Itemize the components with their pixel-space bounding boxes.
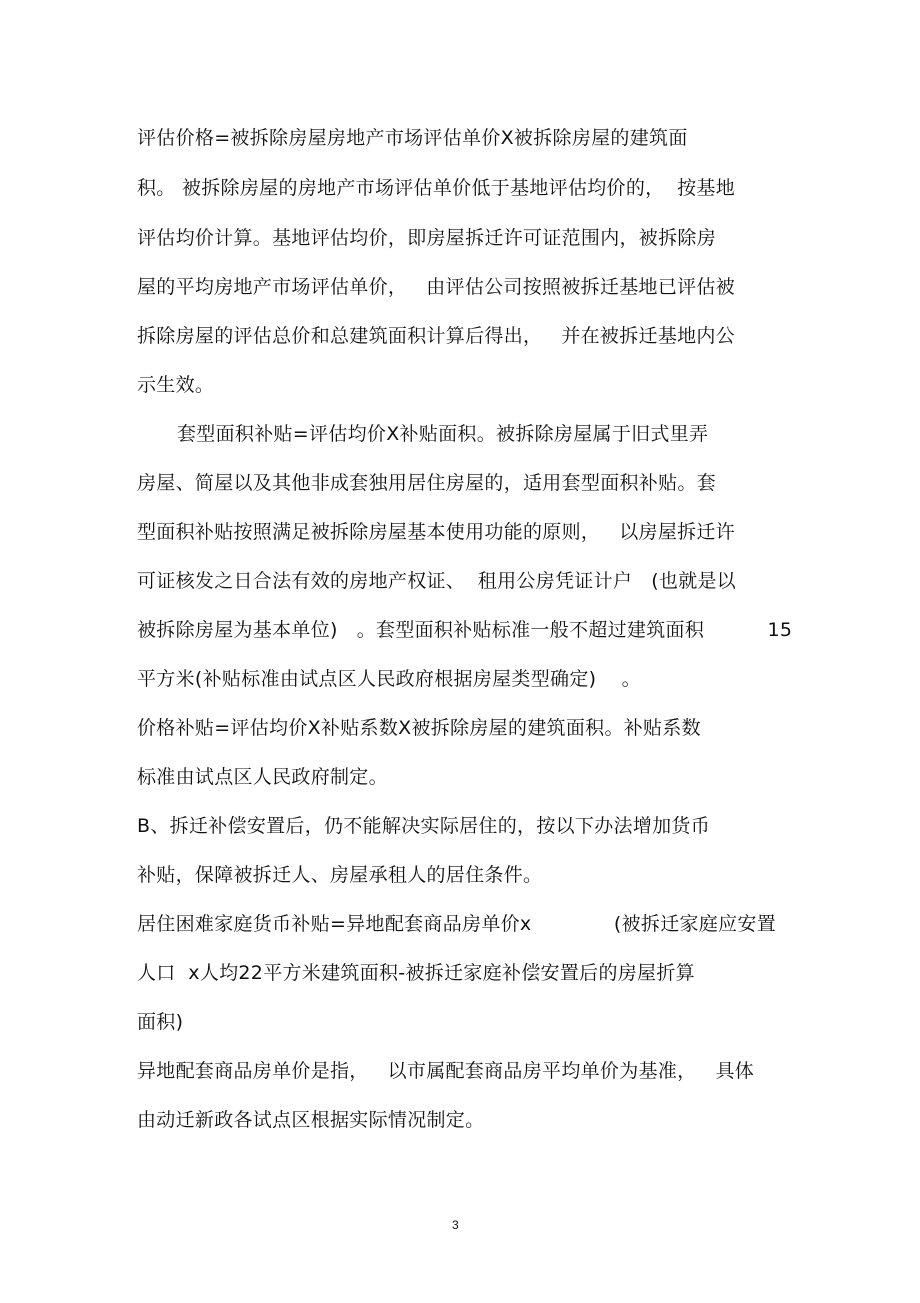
text-line: 面积) <box>137 1011 184 1033</box>
text-line: 被拆除房屋为基本单位) 。套型面积补贴标准一般不超过建筑面积 15 <box>137 619 793 641</box>
page-number: 3 <box>452 1218 459 1232</box>
text-line: 积。 被拆除房屋的房地产市场评估单价低于基地评估均价的， 按基地 <box>137 177 736 199</box>
text-line: 屋的平均房地产市场评估单价， 由评估公司按照被拆迁基地已评估被 <box>137 276 736 298</box>
text-line: 评估价格=被拆除房屋房地产市场评估单价X被拆除房屋的建筑面 <box>137 127 688 149</box>
text-line: 拆除房屋的评估总价和总建筑面积计算后得出， 并在被拆迁基地内公 <box>137 325 736 347</box>
text-line: 套型面积补贴=评估均价X补贴面积。被拆除房屋属于旧式里弄 <box>177 423 709 445</box>
text-line: 示生效。 <box>137 374 215 396</box>
text-line: 异地配套商品房单价是指， 以市属配套商品房平均单价为基准， 具体 <box>137 1060 755 1082</box>
text-line: 价格补贴=评估均价X补贴系数X被拆除房屋的建筑面积。补贴系数 <box>137 717 701 739</box>
text-line: 平方米(补贴标准由试点区人民政府根据房屋类型确定) 。 <box>137 668 641 690</box>
text-line: 由动迁新政各试点区根据实际情况制定。 <box>137 1109 485 1131</box>
text-line: 评估均价计算。基地评估均价，即房屋拆迁许可证范围内，被拆除房 <box>137 227 717 249</box>
text-line: 人口 x人均22平方米建筑面积-被拆迁家庭补偿安置后的房屋折算 <box>137 962 695 984</box>
text-line: 标准由试点区人民政府制定。 <box>137 766 388 788</box>
text-line: B、拆迁补偿安置后，仍不能解决实际居住的，按以下办法增加货币 <box>137 815 711 837</box>
text-line: 居住困难家庭货币补贴=异地配套商品房单价x (被拆迁家庭应安置 <box>137 913 776 935</box>
text-line: 房屋、简屋以及其他非成套独用居住房屋的，适用套型面积补贴。套 <box>137 472 717 494</box>
text-line: 型面积补贴按照满足被拆除房屋基本使用功能的原则， 以房屋拆迁许 <box>137 521 736 543</box>
text-line: 补贴，保障被拆迁人、房屋承租人的居住条件。 <box>137 864 543 886</box>
text-line: 可证核发之日合法有效的房地产权证、 租用公房凭证计户 (也就是以 <box>137 570 737 592</box>
